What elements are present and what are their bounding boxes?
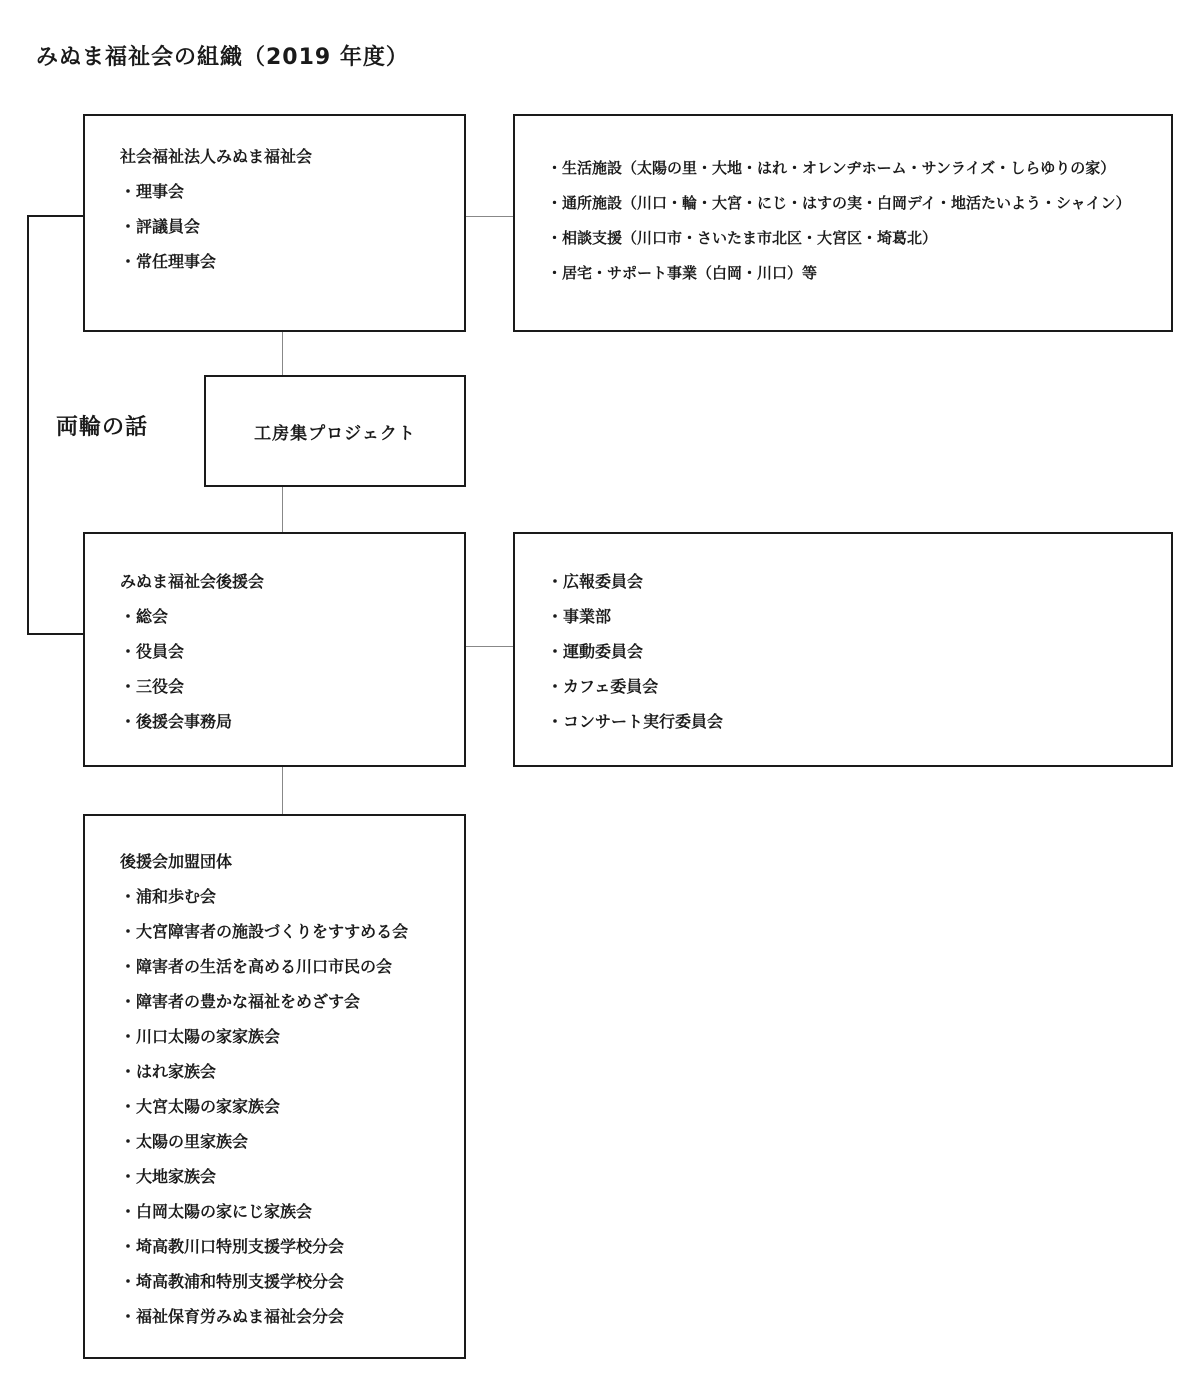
- corporation-name: 社会福祉法人みぬま福祉会: [120, 147, 313, 166]
- member-group-item: ・浦和歩む会: [120, 887, 217, 906]
- member-group-item: ・埼高教浦和特別支援学校分会: [120, 1272, 345, 1291]
- member-group-item: ・大地家族会: [120, 1167, 217, 1186]
- member-group-item: ・太陽の里家族会: [120, 1132, 249, 1151]
- member-group-item: ・川口太陽の家家族会: [120, 1027, 281, 1046]
- corporation-item: ・理事会: [120, 182, 185, 201]
- supporters-item: ・後援会事務局: [120, 712, 233, 731]
- member-group-item: ・はれ家族会: [120, 1062, 217, 1081]
- connector-supporters-committees: [465, 646, 514, 647]
- facilities-item: ・居宅・サポート事業（白岡・川口）等: [547, 264, 818, 282]
- committee-item: ・コンサート実行委員会: [547, 712, 724, 731]
- member-groups-name: 後援会加盟団体: [120, 852, 233, 871]
- member-group-item: ・障害者の豊かな福祉をめざす会: [120, 992, 361, 1011]
- connector-supporters-member-groups: [282, 766, 283, 815]
- corporation-box: [83, 114, 466, 332]
- member-group-item: ・埼高教川口特別支援学校分会: [120, 1237, 345, 1256]
- facilities-item: ・生活施設（太陽の里・大地・はれ・オレンヂホーム・サンライズ・しらゆりの家）: [547, 159, 1116, 177]
- member-group-item: ・福祉保育労みぬま福祉会分会: [120, 1307, 345, 1326]
- two-wheels-label: 両輪の話: [56, 415, 149, 440]
- committee-item: ・カフェ委員会: [547, 677, 659, 696]
- supporters-box: [83, 532, 466, 767]
- project-box: [204, 375, 466, 487]
- connector-corporation-project: [282, 331, 283, 376]
- member-group-item: ・大宮太陽の家家族会: [120, 1097, 281, 1116]
- member-groups-box: [83, 814, 466, 1359]
- diagram-title: みぬま福祉会の組織（2019 年度）: [36, 45, 409, 70]
- project-label: 工房集プロジェクト: [254, 423, 416, 444]
- corporation-item: ・常任理事会: [120, 252, 217, 271]
- facilities-item: ・相談支援（川口市・さいたま市北区・大宮区・埼葛北）: [547, 229, 938, 247]
- member-group-item: ・白岡太陽の家にじ家族会: [120, 1202, 313, 1221]
- connector-project-supporters: [282, 486, 283, 533]
- committee-item: ・運動委員会: [547, 642, 644, 661]
- facilities-item: ・通所施設（川口・輪・大宮・にじ・はすの実・白岡デイ・地活たいよう・シャイン）: [547, 194, 1131, 212]
- supporters-item: ・三役会: [120, 677, 185, 696]
- supporters-item: ・役員会: [120, 642, 185, 661]
- corporation-item: ・評議員会: [120, 217, 201, 236]
- facilities-box: [513, 114, 1173, 332]
- supporters-name: みぬま福祉会後援会: [120, 572, 265, 591]
- member-group-item: ・障害者の生活を高める川口市民の会: [120, 957, 393, 976]
- connector-corporation-facilities: [465, 216, 514, 217]
- supporters-item: ・総会: [120, 607, 169, 626]
- committee-item: ・広報委員会: [547, 572, 644, 591]
- member-group-item: ・大宮障害者の施設づくりをすすめる会: [120, 922, 409, 941]
- committees-box: [513, 532, 1173, 767]
- committee-item: ・事業部: [547, 607, 612, 626]
